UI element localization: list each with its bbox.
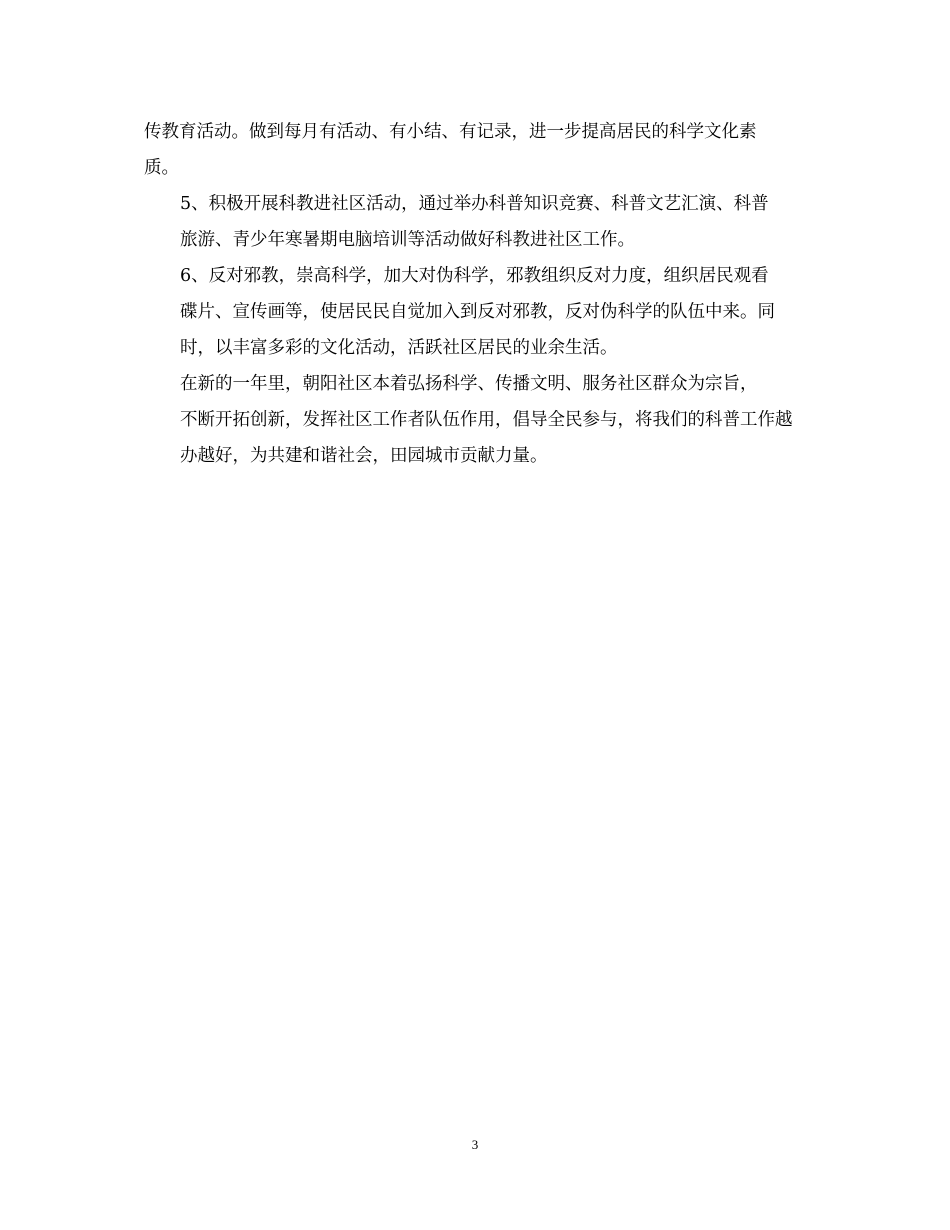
text-line: 旅游、青少年寒暑期电脑培训等活动做好科教进社区工作。 bbox=[180, 230, 635, 250]
document-body bbox=[144, 114, 810, 474]
paragraph-item-5 bbox=[144, 186, 810, 258]
paragraph-conclusion bbox=[144, 366, 810, 474]
page-number: 3 bbox=[471, 1137, 479, 1152]
paragraph-item-6 bbox=[144, 258, 810, 366]
text-line: 传教育活动。做到每月有活动、有小结、有记录，进一步提高居民的科学文化素 bbox=[144, 122, 757, 142]
text-line: 办越好，为共建和谐社会，田园城市贡献力量。 bbox=[180, 446, 548, 466]
text-line: 碟片、宣传画等，使居民民自觉加入到反对邪教，反对伪科学的队伍中来。同 bbox=[180, 302, 775, 322]
text-line: 6、反对邪教，崇高科学，加大对伪科学，邪教组织反对力度，组织居民观看 bbox=[180, 266, 769, 286]
paragraph-continuation bbox=[144, 114, 810, 186]
text-line: 质。 bbox=[144, 158, 179, 178]
text-line: 5、积极开展科教进社区活动，通过举办科普知识竞赛、科普文艺汇演、科普 bbox=[180, 194, 769, 214]
text-line: 不断开拓创新，发挥社区工作者队伍作用，倡导全民参与，将我们的科普工作越 bbox=[180, 410, 793, 430]
text-line: 在新的一年里，朝阳社区本着弘扬科学、传播文明、服务社区群众为宗旨， bbox=[180, 374, 758, 394]
text-line: 时，以丰富多彩的文化活动，活跃社区居民的业余生活。 bbox=[180, 338, 618, 358]
